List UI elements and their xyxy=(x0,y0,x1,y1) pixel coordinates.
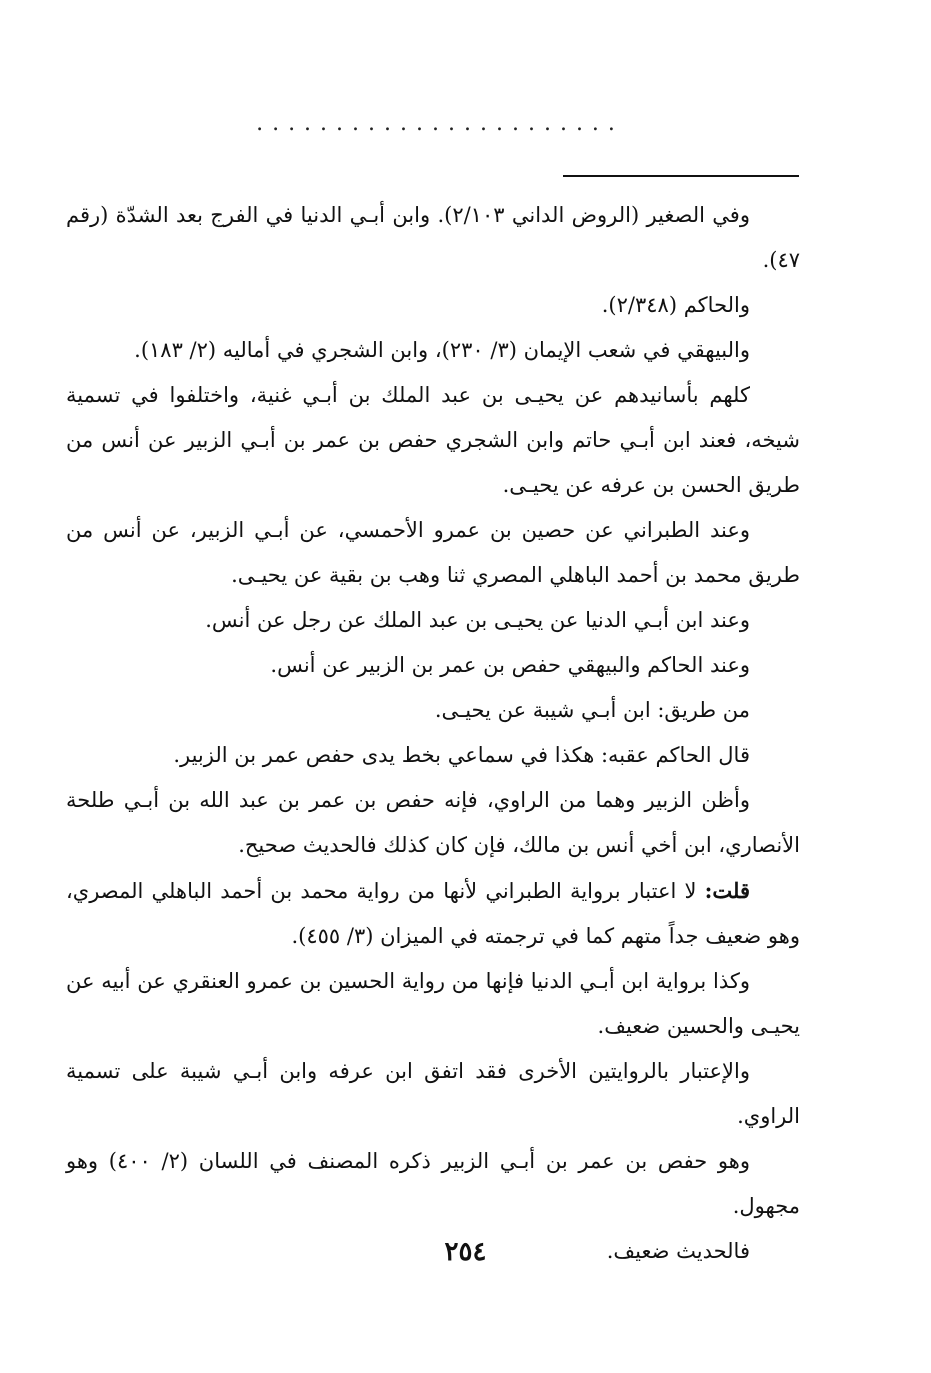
paragraph-6: وعند ابن أبـي الدنيا عن يحيـى بن عبد الملك عن رجل عن أنس. xyxy=(205,608,750,632)
page-number: ٢٥٤ xyxy=(444,1237,487,1267)
paragraph-11-text: لا اعتبار برواية الطبراني لأنها من رواية محمد بن أحمد الباهلي المصري، وهو ضعيف جداً متهم كما في ترجمته في الميزان (٣/ ٤٥٥). xyxy=(66,879,800,948)
dotted-separator: ....................... xyxy=(256,112,624,136)
paragraph-10: وأظن الزبير وهما من الراوي، فإنه حفص بن عمر بن عبد الله بن أبـي طلحة الأنصاري، ابن أخي أنس بن مالك، فإن كان كذلك فالحديث صحيح. xyxy=(66,788,800,857)
footnote-rule xyxy=(563,175,799,177)
paragraph-13: والإعتبار بالروايتين الأخرى فقد اتفق ابن عرفه وابن أبـي شيبة على تسمية الراوي. xyxy=(66,1059,800,1128)
paragraph-11-lead: قلت: xyxy=(704,878,750,903)
paragraph-12: وكذا برواية ابن أبـي الدنيا فإنها من رواية الحسين بن عمرو العنقري عن أبيه عن يحيـى والحسين ضعيف. xyxy=(66,969,800,1038)
paragraph-5: وعند الطبراني عن حصين بن عمرو الأحمسي، عن أبـي الزبير، عن أنس من طريق محمد بن أحمد الباهلي المصري ثنا وهب بن بقية عن يحيـى. xyxy=(66,518,800,587)
footnote-body xyxy=(66,193,800,1274)
paragraph-7: وعند الحاكم والبيهقي حفص بن عمر بن الزبير عن أنس. xyxy=(270,653,750,677)
paragraph-4: كلهم بأسانيدهم عن يحيـى بن عبد الملك بن أبـي غنية، واختلفوا في تسمية شيخه، فعند ابن أبـي حاتم وابن الشجري حفص بن عمر بن أبـي الزبير عن أنس من طريق الحسن بن عرفه عن يحيـى. xyxy=(66,383,800,497)
paragraph-14: وهو حفص بن عمر بن أبـي الزبير ذكره المصنف في اللسان (٢/ ٤٠٠) وهو مجهول. xyxy=(66,1149,800,1218)
paragraph-15: فالحديث ضعيف. xyxy=(606,1239,750,1263)
paragraph-11 xyxy=(66,868,800,959)
paragraph-2: والحاكم (٢/٣٤٨). xyxy=(601,293,750,317)
paragraph-8: من طريق: ابن أبـي شيبة عن يحيـى. xyxy=(434,698,750,722)
paragraph-1: وفي الصغير (الروض الداني ٢/١٠٣). وابن أبـي الدنيا في الفرج بعد الشدّة (رقم ٤٧). xyxy=(66,203,800,272)
paragraph-9: قال الحاكم عقبه: هكذا في سماعي بخط يدى حفص عمر بن الزبير. xyxy=(173,743,750,767)
paragraph-3: والبيهقي في شعب الإيمان (٣/ ٢٣٠)، وابن الشجري في أماليه (٢/ ١٨٣). xyxy=(134,338,750,362)
